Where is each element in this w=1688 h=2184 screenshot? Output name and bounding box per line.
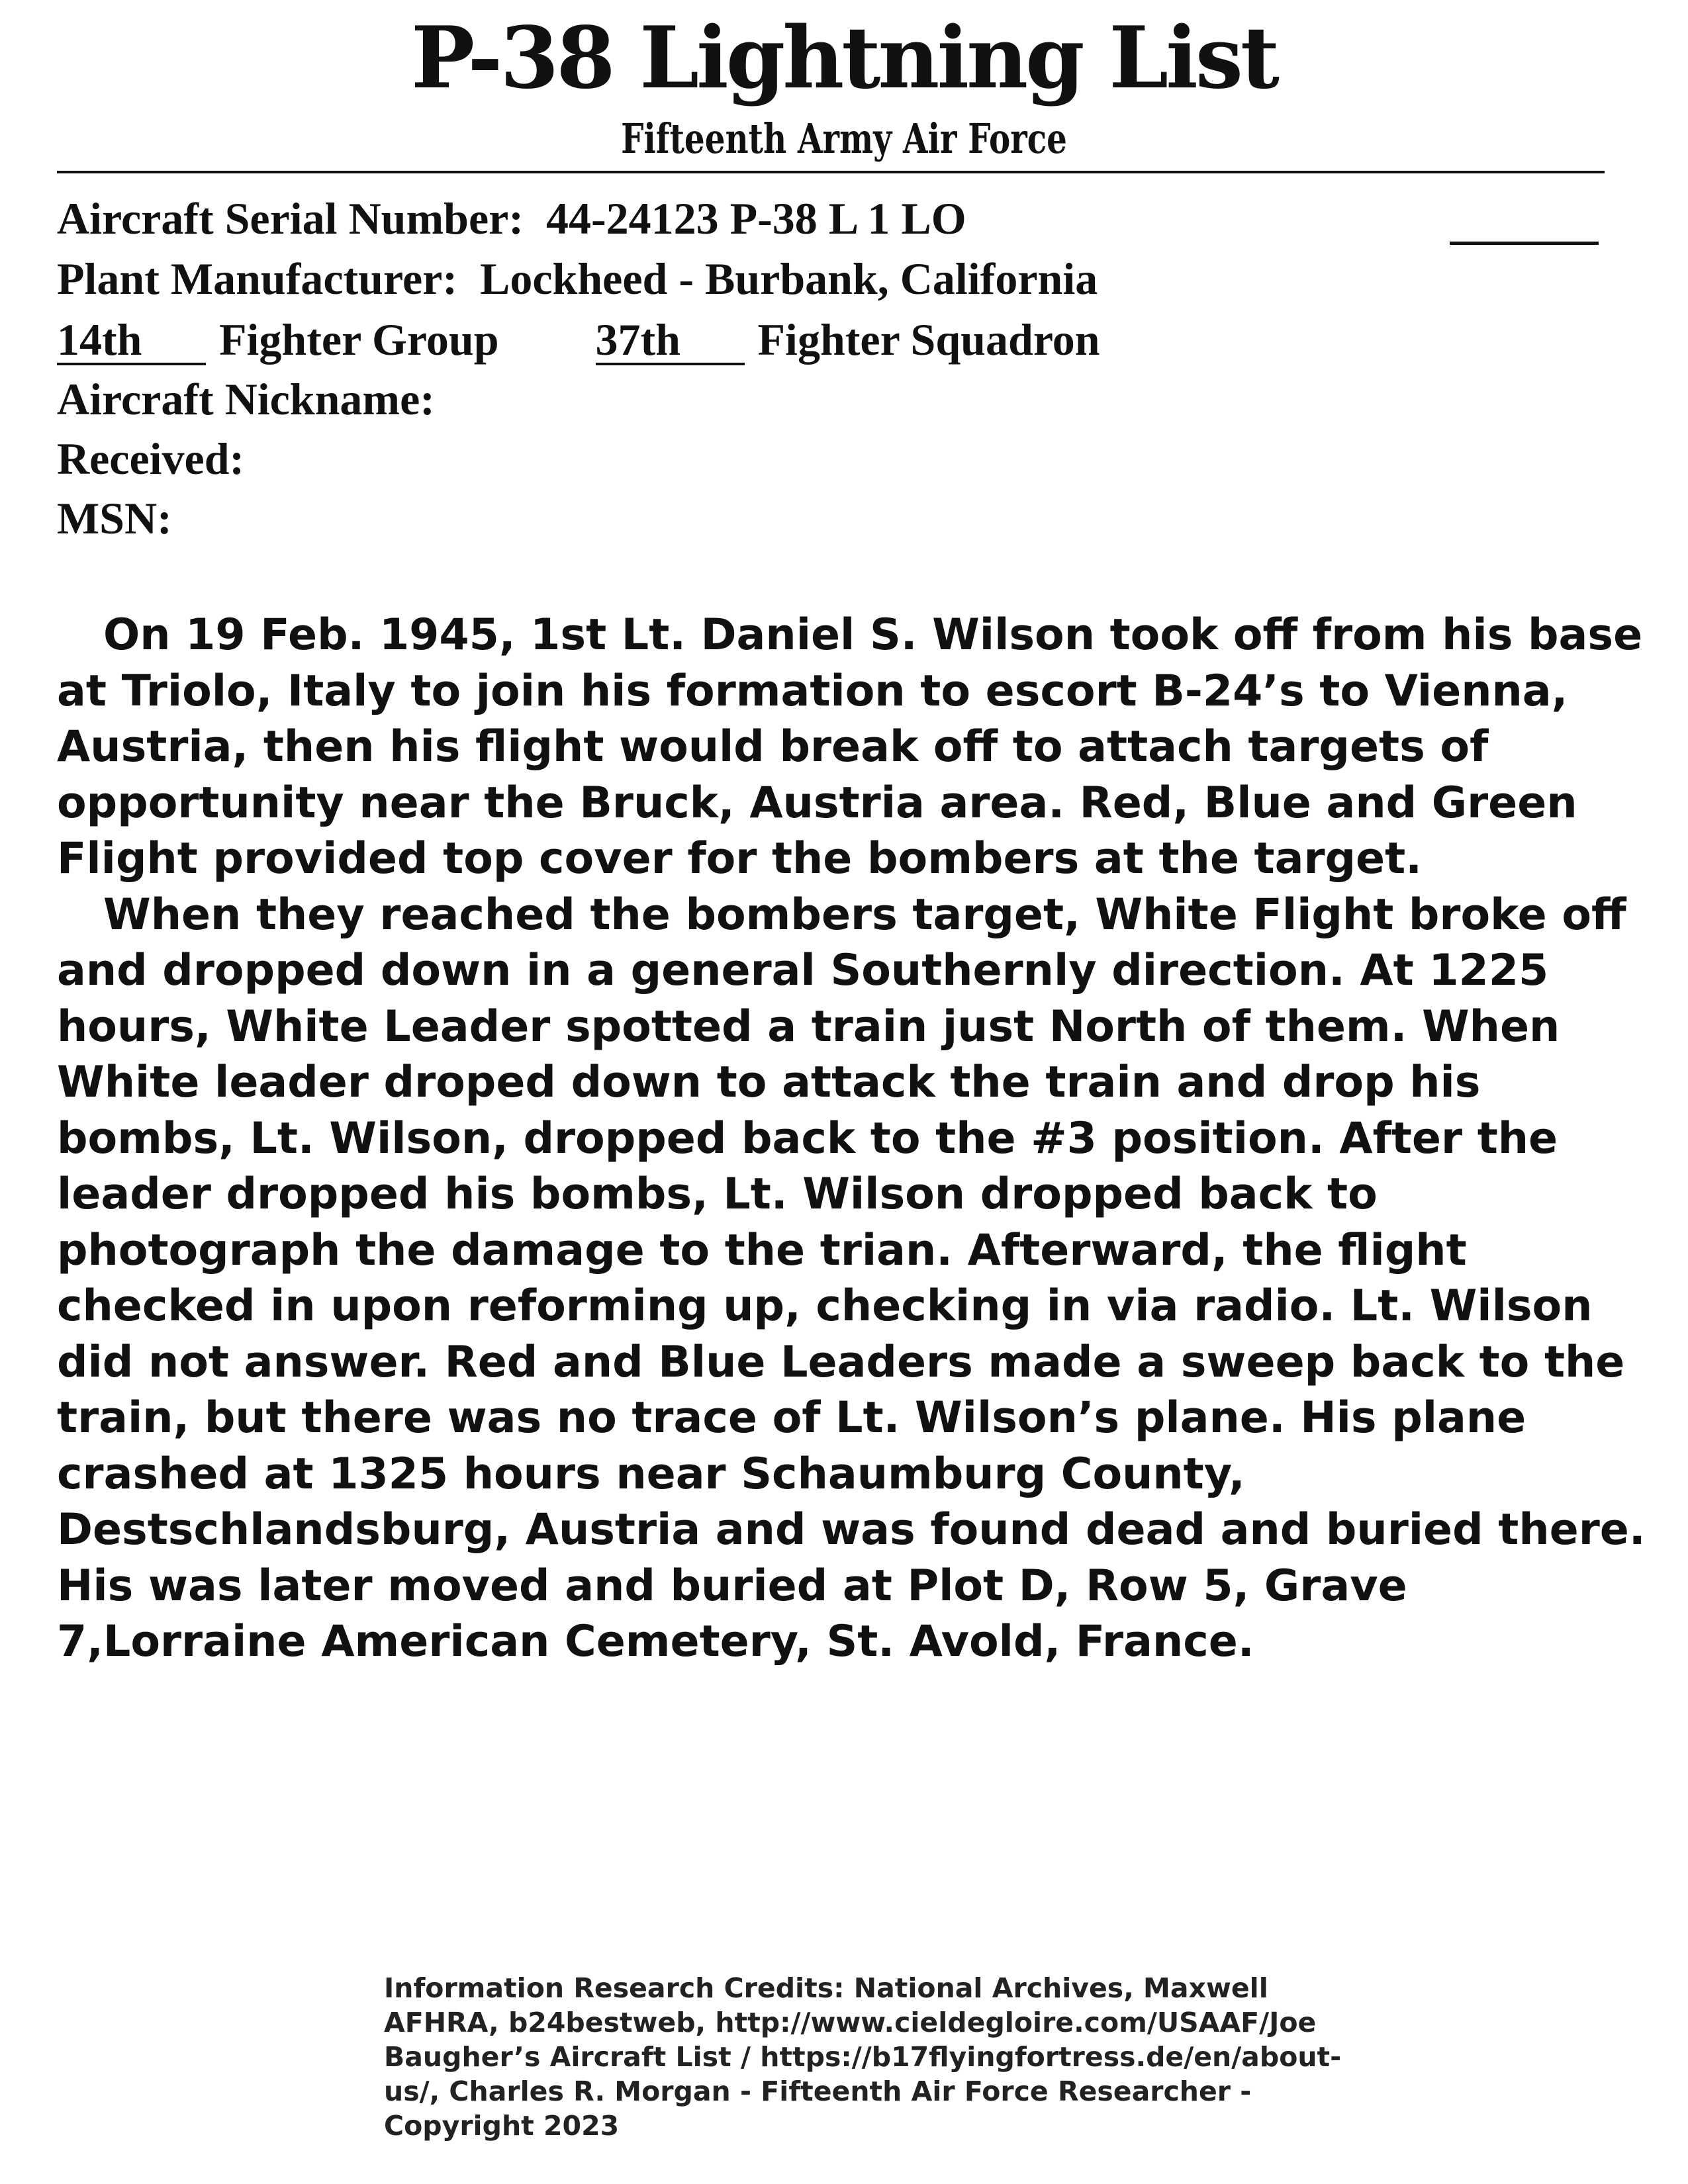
manufacturer-label: Plant Manufacturer: [57, 253, 457, 304]
blank-line [1450, 242, 1599, 245]
fighter-group-label: Fighter Group [219, 314, 499, 365]
received-label: Received: [57, 433, 245, 484]
fighter-group-value: 14th [57, 316, 206, 365]
serial-number-label: Aircraft Serial Number: [57, 193, 524, 244]
manufacturer-value: Lockheed - Burbank, California [479, 253, 1098, 304]
fighter-squadron-value: 37th [596, 316, 745, 365]
fighter-squadron-label: Fighter Squadron [757, 314, 1100, 365]
research-credits: Information Research Credits: National Archives, Maxwell AFHRA, b24bestweb, http://www.cieldegloire.com/USAAF/Joe Baugher’s Aircraft List / https://b17flyingfortress.de/en/about-us/, Charles R. Morgan - Fifteenth Air Force Researcher - Copyright 2023 [384, 1972, 1342, 2142]
msn-label: MSN: [57, 493, 172, 543]
unit-row [57, 310, 1100, 369]
nickname-label: Aircraft Nickname: [57, 374, 435, 424]
header-divider [57, 171, 1605, 173]
manufacturer-row [57, 249, 1098, 308]
narrative-body [57, 608, 1652, 1670]
page-title: P-38 Lightning List [411, 9, 1277, 108]
serial-number-row [57, 189, 966, 248]
page-subtitle: Fifteenth Army Air Force [621, 114, 1067, 163]
serial-number-value: 44-24123 P-38 L 1 LO [545, 193, 966, 244]
narrative-paragraph: When they reached the bombers target, White Flight broke off and dropped down in a general Southernly direction. At 1225 hours, White Leader spotted a train just North of them. When White leader droped down to attack the train and drop his bombs, Lt. Wilson, dropped back to the #3 position. After the leader dropped his bombs, Lt. Wilson dropped back to photograph the damage to the trian. Afterward, the flight checked in upon reforming up, checking in via radio. Lt. Wilson did not answer. Red and Blue Leaders made a sweep back to the train, but there was no trace of Lt. Wilson’s plane. His plane crashed at 1325 hours near Schaumburg County, Destschlandsburg, Austria and was found dead and buried there. His was later moved and buried at Plot D, Row 5, Grave 7,Lorraine American Cemetery, St. Avold, France. [57, 889, 1646, 1666]
narrative-paragraph: On 19 Feb. 1945, 1st Lt. Daniel S. Wilson took off from his base at Triolo, Italy to join his formation to escort B-24’s to Vienna, Austria, then his flight would break off to attach targets of opportunity near the Bruck, Austria area. Red, Blue and Green Flight provided top cover for the bombers at the target. [57, 610, 1643, 884]
